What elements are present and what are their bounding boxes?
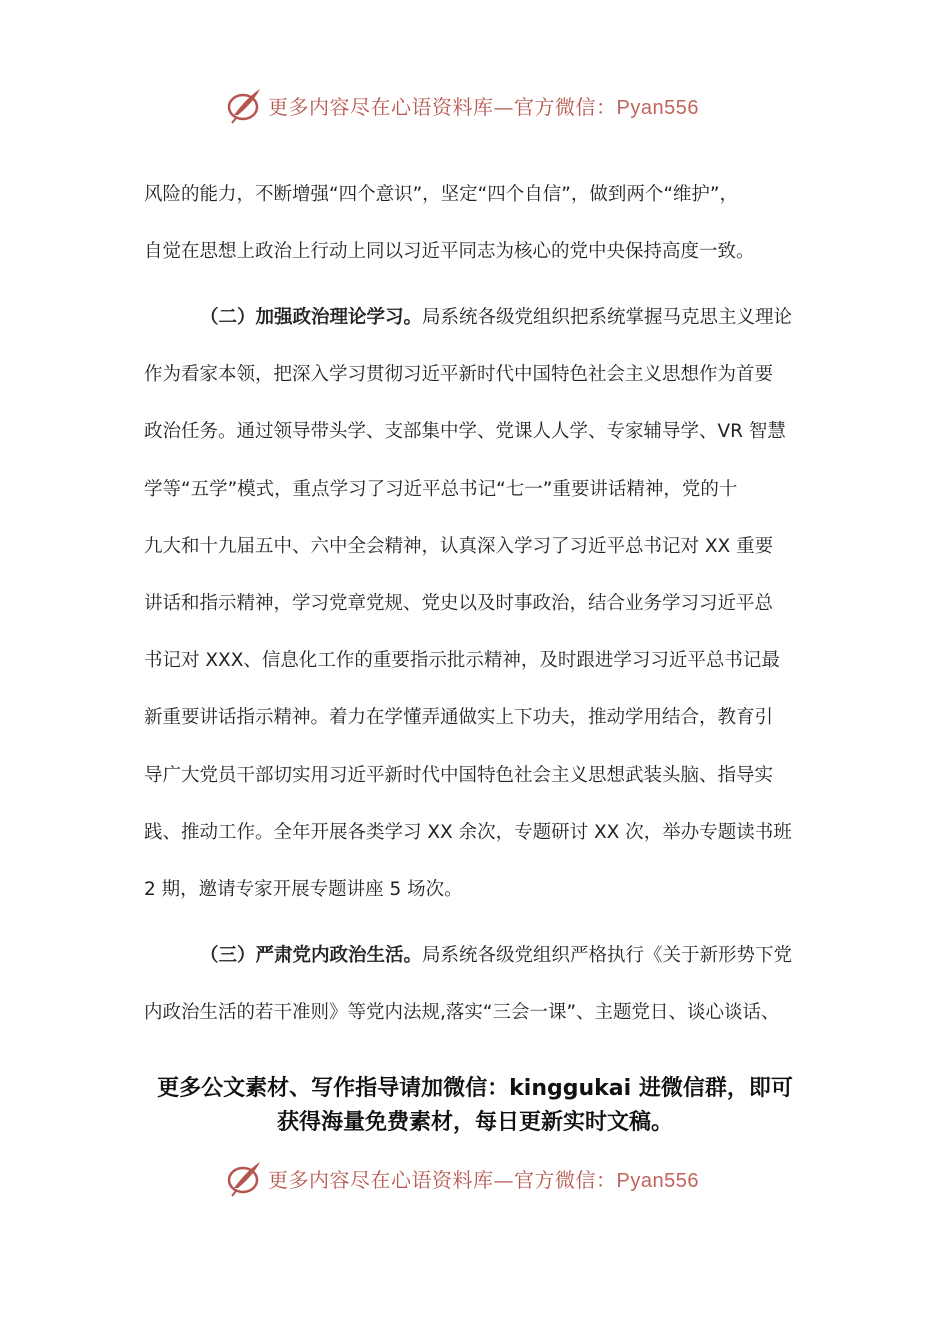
text-line: 自觉在思想上政治上行动上同以习近平同志为核心的党中央保持高度一致。	[144, 241, 755, 263]
text-line: 学等“五学”模式，重点学习了习近平总书记“七一”重要讲话精神，党的十	[144, 478, 738, 500]
watermark-text: 更多内容尽在心语资料库—官方微信：Pyan556	[268, 94, 699, 119]
text-run: 局系统各级党组织严格执行《关于新形势下党	[422, 945, 793, 966]
text-line: 导广大党员干部切实用习近平新时代中国特色社会主义思想武装头脑、指导实	[144, 764, 774, 786]
text-line: 新重要讲话指示精神。着力在学懂弄通做实上下功夫，推动学用结合，教育引	[144, 707, 774, 729]
promo-line: 获得海量免费素材，每日更新实时文稿。	[276, 1110, 673, 1135]
paragraph-political-life	[144, 927, 810, 1041]
promo-line: 更多公文素材、写作指导请加微信：kinggukai 进微信群，即可	[157, 1076, 793, 1101]
quill-pen-logo-icon	[226, 85, 264, 125]
text-line: 讲话和指示精神，学习党章党规、党史以及时事政治，结合业务学习习近平总	[144, 592, 774, 614]
header-watermark	[226, 84, 699, 126]
quill-pen-logo-icon	[226, 1158, 264, 1198]
watermark-wechat-id: Pyan556	[616, 1169, 699, 1192]
section-heading: （二）加强政治理论学习。	[200, 307, 423, 328]
text-line: 风险的能力，不断增强“四个意识”，坚定“四个自信”，做到两个“维护”，	[144, 184, 739, 205]
text-run: 局系统各级党组织把系统掌握马克思主义理论	[422, 307, 793, 328]
paragraph-first-line	[144, 289, 810, 346]
text-line: 作为看家本领，把深入学习贯彻习近平新时代中国特色社会主义思想作为首要	[144, 364, 774, 386]
watermark-wechat-id: Pyan556	[616, 96, 699, 119]
text-line: 九大和十九届五中、六中全会精神，认真深入学习了习近平总书记对 XX 重要	[144, 535, 774, 557]
footer-watermark	[226, 1157, 699, 1199]
watermark-text: 更多内容尽在心语资料库—官方微信：Pyan556	[268, 1167, 699, 1192]
section-heading: （三）严肃党内政治生活。	[200, 945, 423, 966]
text-line: 践、推动工作。全年开展各类学习 XX 余次，专题研讨 XX 次，举办专题读书班	[144, 821, 792, 843]
promo-notice	[120, 1072, 830, 1140]
paragraph-theory-study	[144, 289, 810, 918]
text-line: 书记对 XXX、信息化工作的重要指示批示精神，及时跟进学习习近平总书记最	[144, 650, 780, 672]
text-line: 内政治生活的若干准则》等党内法规,落实“三会一课”、主题党日、谈心谈话、	[144, 1002, 780, 1024]
paragraph-first-line	[144, 927, 810, 984]
text-line: 2 期，邀请专家开展专题讲座 5 场次。	[144, 878, 463, 900]
text-line: 政治任务。通过领导带头学、支部集中学、党课人人学、专家辅导学、VR 智慧	[144, 421, 786, 443]
paragraph-continuation	[144, 166, 810, 280]
